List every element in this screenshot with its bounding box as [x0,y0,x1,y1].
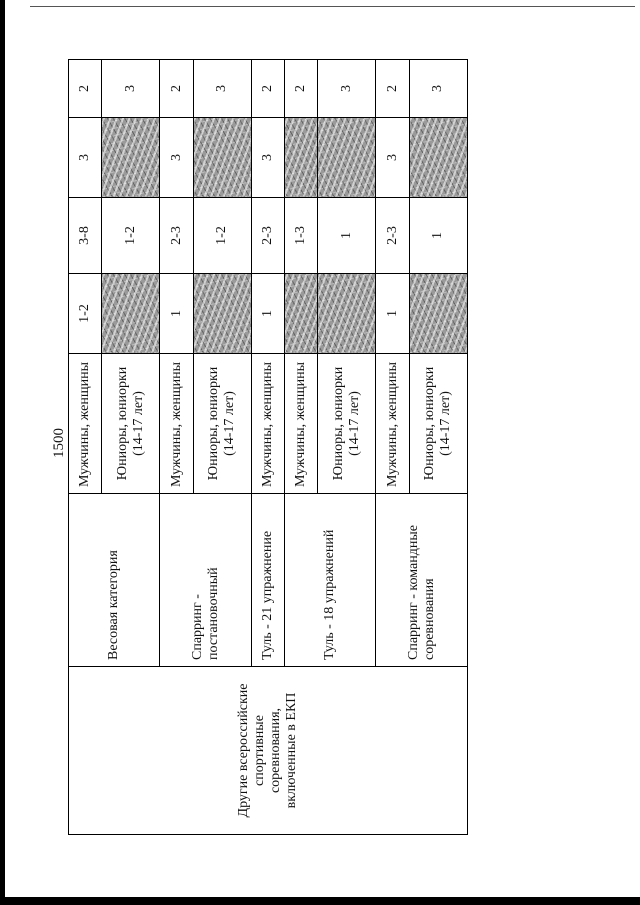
discipline-cell [69,494,160,667]
discipline-label: Туль - 18 упражнений [322,529,338,660]
shaded-cell [102,274,160,354]
value-cell: 1-2 [193,198,251,274]
discipline-label: Спарринг - постановочный [189,567,221,660]
discipline-cell [160,494,251,667]
section-label-cell [69,667,468,835]
discipline-label: Туль - 21 упражнение [259,530,275,660]
value-cell: 3 [409,60,467,118]
value-cell: 3 [102,60,160,118]
age-group-cell: Мужчины, женщины [69,354,102,494]
age-group-cell: Юниоры, юниорки (14-17 лет) [102,354,160,494]
value-cell: 1 [251,274,284,354]
table-row [69,60,102,835]
discipline-label: Весовая категория [106,550,122,660]
value-cell: 3 [193,60,251,118]
shaded-cell [193,118,251,198]
value-cell: 3-8 [69,198,102,274]
value-cell: 2-3 [251,198,284,274]
shaded-cell [193,274,251,354]
value-cell: 2 [376,60,409,118]
shaded-cell [285,118,318,198]
value-cell: 2 [251,60,284,118]
shaded-cell [409,274,467,354]
discipline-cell [376,494,468,667]
value-cell: 2-3 [376,198,409,274]
shaded-cell [318,118,376,198]
value-cell: 3 [251,118,284,198]
shaded-cell [285,274,318,354]
age-group-cell: Юниоры, юниорки (14-17 лет) [409,354,467,494]
age-group-cell: Мужчины, женщины [251,354,284,494]
value-cell: 2 [285,60,318,118]
value-cell: 3 [69,118,102,198]
shaded-cell [102,118,160,198]
value-cell: 3 [318,60,376,118]
discipline-cell [285,494,376,667]
age-group-cell: Юниоры, юниорки (14-17 лет) [193,354,251,494]
value-cell: 3 [160,118,193,198]
value-cell: 2 [69,60,102,118]
age-group-cell: Мужчины, женщины [376,354,409,494]
value-cell: 1-2 [69,274,102,354]
section-label: Другие всероссийские спортивные соревнования, включенные в ЕКП [236,683,299,818]
top-rule [30,6,635,7]
value-cell: 1-2 [102,198,160,274]
bottom-scan-border [0,897,640,905]
competition-table [68,59,468,835]
value-cell: 1 [376,274,409,354]
value-cell: 3 [376,118,409,198]
rotated-table-wrapper [68,60,468,835]
left-scan-border [0,0,5,905]
value-cell: 1 [409,198,467,274]
value-cell: 2 [160,60,193,118]
discipline-label: Спарринг - командные соревнования [405,525,437,660]
value-cell: 1 [318,198,376,274]
value-cell: 1-3 [285,198,318,274]
shaded-cell [409,118,467,198]
value-cell: 1 [160,274,193,354]
page-number: 1500 [51,428,67,458]
discipline-cell [251,494,284,667]
value-cell: 2-3 [160,198,193,274]
age-group-cell: Мужчины, женщины [285,354,318,494]
age-group-cell: Юниоры, юниорки (14-17 лет) [318,354,376,494]
shaded-cell [318,274,376,354]
age-group-cell: Мужчины, женщины [160,354,193,494]
